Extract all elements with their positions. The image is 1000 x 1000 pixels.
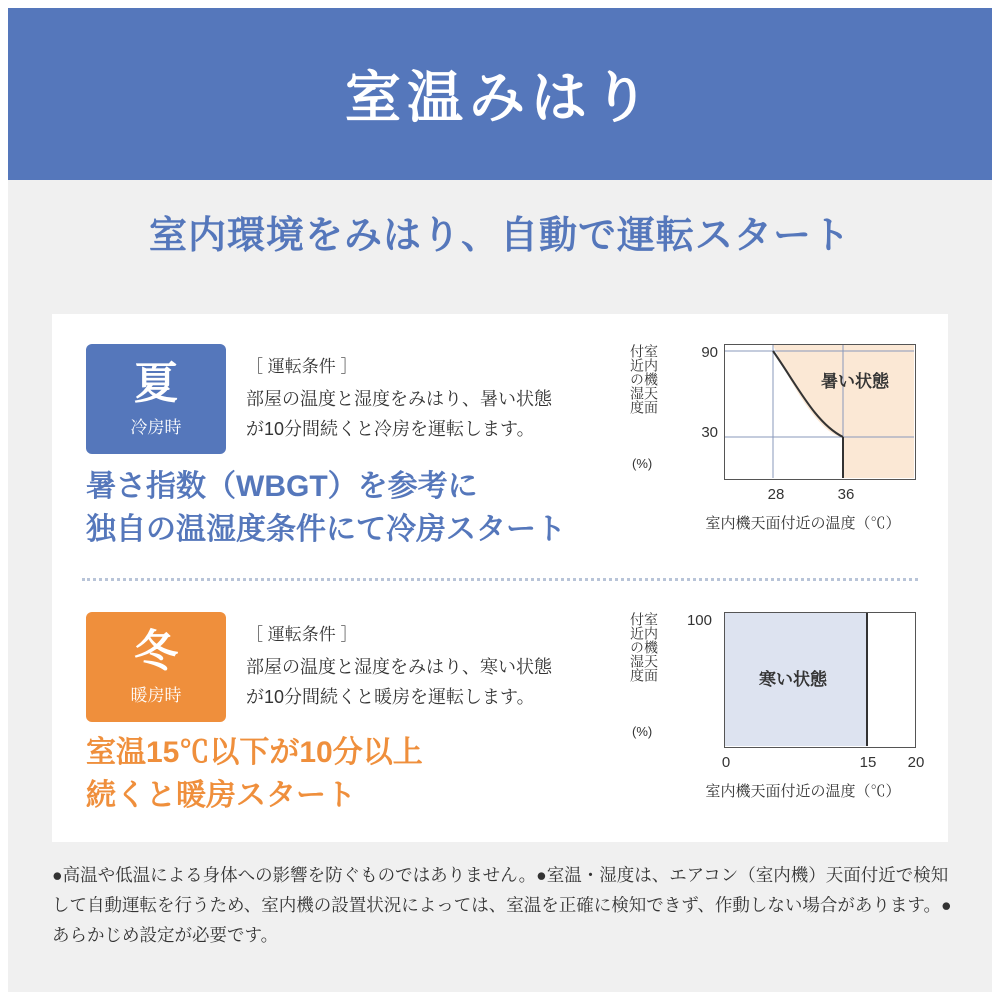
winter-headline xyxy=(86,732,423,817)
summer-condition-label: ［ 運転条件 ］ xyxy=(246,357,358,376)
chart-winter-xtick-0: 0 xyxy=(721,754,731,771)
content-area xyxy=(8,8,992,992)
winter-condition-text: 部屋の温度と湿度をみはり、寒い状態が10分間続くと暖房を運転します。 xyxy=(246,657,552,707)
page-title: 室温みはり xyxy=(345,66,655,129)
badge-winter-kanji: 冬 xyxy=(134,627,178,677)
badge-summer-sub: 冷房時 xyxy=(130,417,182,437)
badge-summer-kanji: 夏 xyxy=(134,359,178,409)
info-card xyxy=(52,314,948,842)
chart-summer-ytick-30: 30 xyxy=(701,424,718,441)
chart-summer-region-label: 暑い状態 xyxy=(821,372,889,391)
chart-winter-ytick-100: 100 xyxy=(686,612,712,629)
chart-summer-xtick-36: 36 xyxy=(837,486,855,503)
chart-winter-region-label: 寒い状態 xyxy=(759,670,827,689)
section-winter xyxy=(52,582,948,842)
summer-headline-line2: 独自の温湿度条件にて冷房スタート xyxy=(86,512,566,546)
chart-summer-ylabel-unit: (%) xyxy=(632,456,653,471)
chart-summer-ytick-90: 90 xyxy=(701,344,718,361)
chart-summer-xlabel: 室内機天面付近の温度（℃） xyxy=(705,515,901,532)
chart-winter-xlabel: 室内機天面付近の温度（℃） xyxy=(705,783,901,800)
summer-condition-text: 部屋の温度と湿度をみはり、暑い状態が10分間続くと冷房を運転します。 xyxy=(246,389,552,439)
section-divider xyxy=(82,578,918,581)
summer-conditions xyxy=(246,352,566,444)
winter-condition-label: ［ 運転条件 ］ xyxy=(246,625,358,644)
chart-winter-plot xyxy=(724,612,916,748)
summer-headline xyxy=(86,466,566,551)
winter-headline-line2: 続くと暖房スタート xyxy=(86,778,356,812)
section-summer xyxy=(52,314,948,578)
chart-summer-svg xyxy=(725,345,914,478)
badge-winter xyxy=(86,612,226,722)
chart-summer-plot xyxy=(724,344,916,480)
header-band xyxy=(8,8,992,180)
chart-winter-ylabel-part1: 付近の湿度 xyxy=(629,612,645,682)
chart-summer-xtick-28: 28 xyxy=(767,486,785,503)
chart-summer-ylabel-part1: 付近の湿度 xyxy=(629,344,645,414)
subtitle: 室内環境をみはり、自動で運転スタート xyxy=(148,215,851,257)
chart-winter-ylabel-part2: 室内機天面 xyxy=(643,612,659,682)
badge-summer xyxy=(86,344,226,454)
chart-winter-xtick-15: 15 xyxy=(859,754,877,771)
chart-summer-ylabel xyxy=(630,344,684,494)
winter-conditions xyxy=(246,620,566,712)
chart-winter-xtick-20: 20 xyxy=(907,754,925,771)
footnote: ●高温や低温による身体への影響を防ぐものではありません。●室温・湿度は、エアコン（室内機）天面付近で検知して自動運転を行うため、室内機の設置状況によっては、室温を正確に検知できず、作動しない場合があります。●あらかじめ設定が必要です。 xyxy=(52,865,952,946)
chart-winter-ylabel-unit: (%) xyxy=(632,724,653,739)
chart-summer xyxy=(628,338,928,548)
chart-winter xyxy=(628,606,928,816)
chart-winter-ylabel xyxy=(630,612,684,762)
chart-summer-ylabel-part2: 室内機天面 xyxy=(643,344,659,414)
winter-headline-line1: 室温15℃以下が10分以上 xyxy=(86,736,423,769)
badge-winter-sub: 暖房時 xyxy=(130,685,182,705)
summer-headline-line1: 暑さ指数（WBGT）を参考に xyxy=(86,470,478,503)
